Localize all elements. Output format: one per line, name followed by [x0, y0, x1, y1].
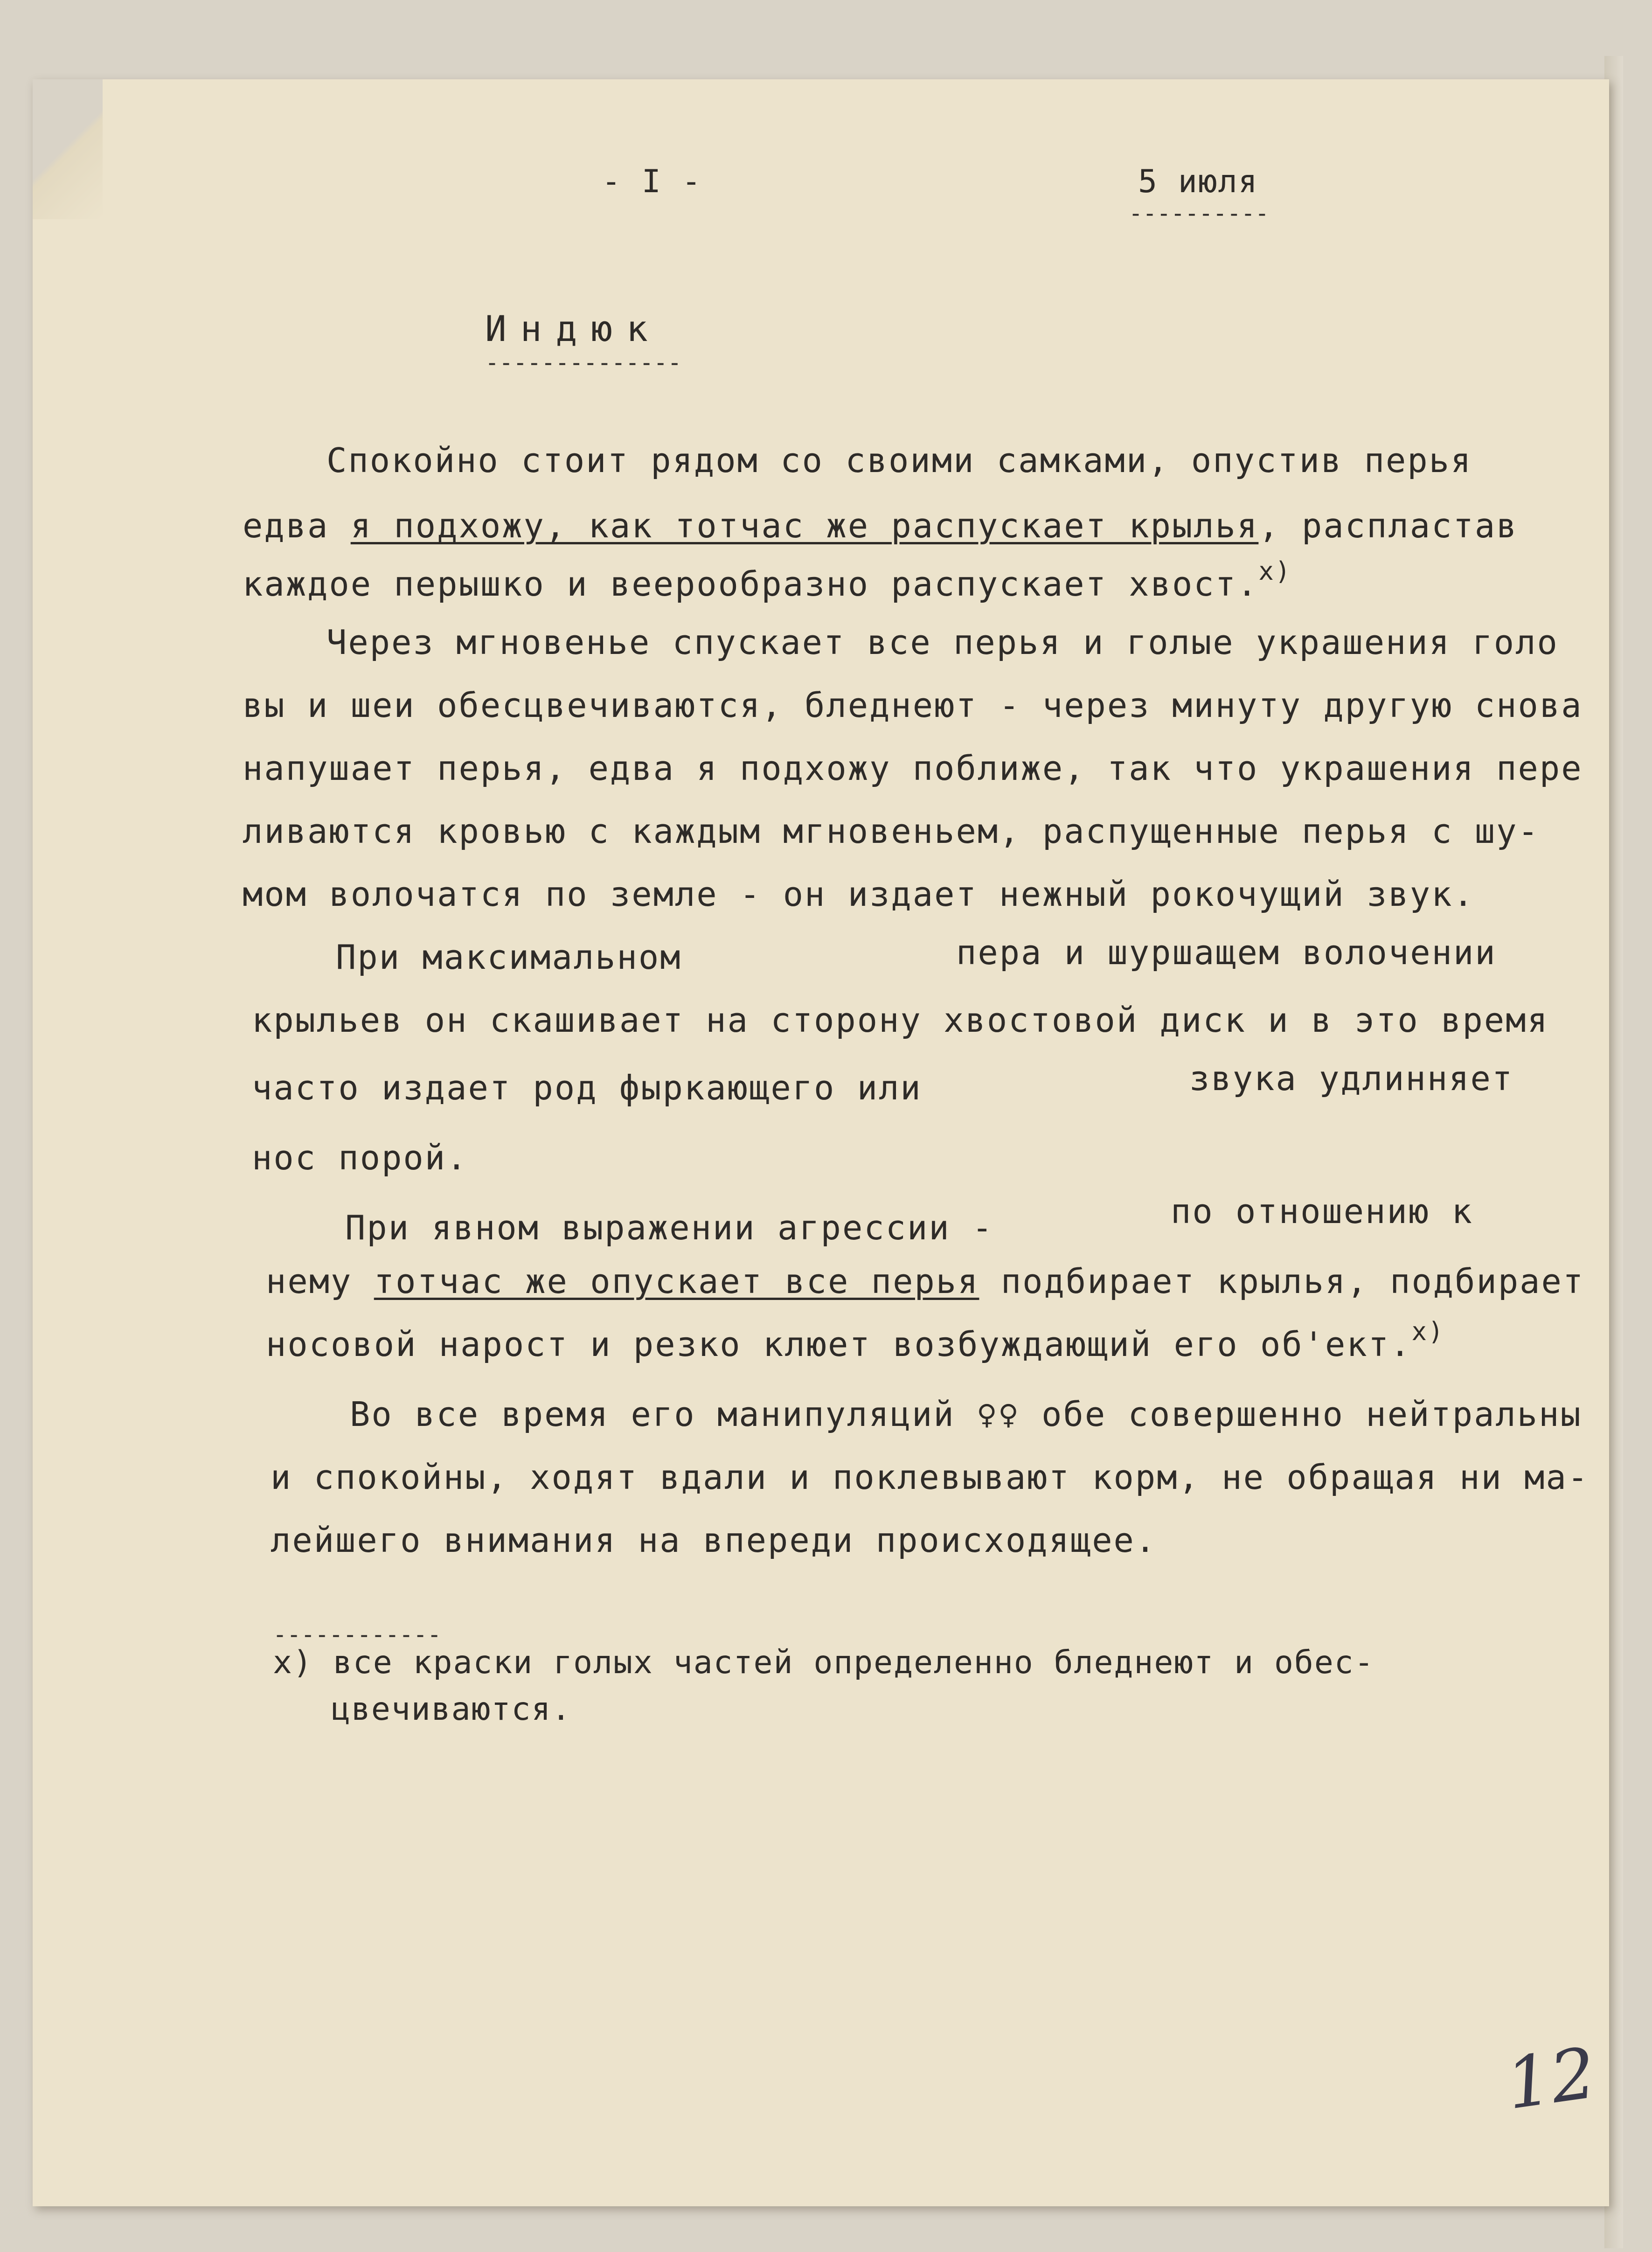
- text-line-14: нему тотчас же опускает все перья подбирает крылья, подбирает: [266, 1262, 1585, 1301]
- text-line-11b: звука удлинняет: [1189, 1059, 1514, 1098]
- text-line-4: Через мгновенье спускает все перья и голые украшения голо: [326, 623, 1559, 662]
- document-title: Индюк: [485, 308, 662, 349]
- text-line-5: вы и шеи обесцвечиваются, бледнеют - через минуту другую снова: [243, 686, 1583, 725]
- text-line-9b: пера и шуршащем волочении: [956, 933, 1497, 972]
- text-line-6: напушает перья, едва я подхожу поближе, так что украшения пере: [243, 749, 1583, 788]
- date-rule: ----------: [1129, 200, 1270, 227]
- text-line-13a: При явном выражении агрессии -: [345, 1208, 994, 1247]
- folded-corner: [33, 79, 103, 219]
- page-number: - I -: [602, 163, 702, 200]
- footnote-line-1: x) все краски голых частей определенно бледнеют и обес-: [273, 1644, 1374, 1681]
- underlined-phrase: тотчас же опускает все перья: [374, 1262, 979, 1301]
- text-line-12: нос порой.: [252, 1138, 468, 1177]
- text-line-10: крыльев он скашивает на сторону хвостовой диск и в это время: [252, 1001, 1549, 1040]
- folio-number: 12: [1501, 2032, 1601, 2126]
- text-line-3: каждое перышко и веерообразно распускает хвост.$^{x)}$: [243, 556, 1292, 604]
- text-line-9a: При максимальном: [336, 938, 682, 977]
- date: 5 июля: [1138, 163, 1258, 200]
- footnote-mark: x): [1258, 556, 1292, 586]
- text-line-15: носовой нарост и резко клюет возбуждающий его об'ект.$^{x)}$: [266, 1317, 1445, 1364]
- underlined-phrase: я подхожу, как тотчас же распускает крылья: [350, 506, 1259, 545]
- text-line-2: едва я подхожу, как тотчас же распускает крылья, распластав: [243, 506, 1518, 545]
- text-line-17: и спокойны, ходят вдали и поклевывают корм, не обращая ни ма-: [271, 1458, 1590, 1497]
- text-line-7: ливаются кровью с каждым мгновеньем, распущенные перья с шу-: [243, 812, 1540, 851]
- footnote-line-2: цвечиваются.: [331, 1691, 572, 1728]
- text-line-16: Во все время его манипуляций ♀♀ обе совершенно нейтральны: [350, 1395, 1582, 1434]
- footnote-rule: ------------: [273, 1621, 442, 1648]
- footnote-mark: x): [1411, 1317, 1445, 1346]
- text-line-13b: по отношению к: [1171, 1192, 1473, 1231]
- text-line-11a: часто издает род фыркающего или: [252, 1068, 922, 1107]
- text-line-1: Спокойно стоит рядом со своими самками, опустив перья: [326, 441, 1472, 480]
- text-line-18: лейшего внимания на впереди происходящее.: [271, 1521, 1157, 1560]
- text-line-8: мом волочатся по земле - он издает нежный рокочущий звук.: [243, 875, 1475, 914]
- title-rule: --------------: [485, 349, 682, 376]
